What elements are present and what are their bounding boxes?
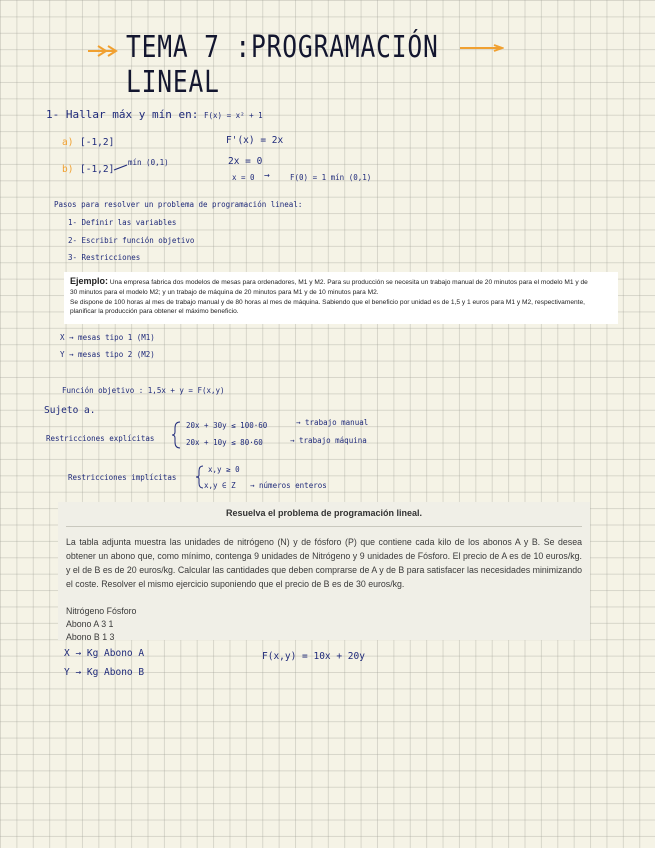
step-item-2: 2- Escribir función objetivo bbox=[68, 236, 195, 245]
example-label: Ejemplo: bbox=[70, 276, 109, 286]
problem2-table bbox=[66, 605, 582, 644]
variable-y-2: Y → Kg Abono B bbox=[64, 667, 145, 678]
part-b-label: b) bbox=[62, 164, 74, 175]
implicit-restriction-2: x,y ∈ Z bbox=[204, 481, 236, 490]
step-item-3: 3- Restricciones bbox=[68, 253, 141, 262]
example-line-1: Una empresa fabrica dos modelos de mesas para ordenadores, M1 y M2. Para su producción se necesita un trabajo manual de 20 minutos para el modelo M1 y de bbox=[109, 279, 588, 286]
example-line-3: Se dispone de 100 horas al mes de trabajo manual y de 80 horas al mes de máquina. Sabiendo que el beneficio por unidad es de 1,5 y 1 euros para M1 y M2, respectivamente, bbox=[70, 298, 585, 306]
restriction-machine: 20x + 10y ≤ 80·60 bbox=[186, 438, 263, 447]
page-title: TEMA 7 :PROGRAMACIÓN LINEAL bbox=[126, 30, 439, 100]
title-block bbox=[86, 30, 526, 100]
problem2-header: Resuelva el problema de programación lineal. bbox=[66, 502, 582, 527]
part-b-interval: [-1,2] bbox=[80, 164, 115, 175]
table-row: Nitrógeno Fósforo bbox=[66, 606, 137, 616]
part-b-arrow: → bbox=[264, 170, 270, 181]
example-line-4: planificar la producción para obtener el máximo beneficio. bbox=[70, 308, 239, 316]
objective-function-2: F(x,y) = 10x + 20y bbox=[262, 651, 365, 662]
variable-y-1: Y → mesas tipo 2 (M2) bbox=[60, 350, 155, 359]
problem1-function: F(x) = x² + 1 bbox=[204, 111, 263, 120]
objective-function-1: Función objetivo : 1,5x + y = F(x,y) bbox=[62, 386, 225, 395]
implicit-restriction-1: x,y ≥ 0 bbox=[208, 465, 240, 474]
tick-mark-icon bbox=[114, 163, 128, 171]
part-a-interval: [-1,2] bbox=[80, 137, 115, 148]
problem2-body: La tabla adjunta muestra las unidades de nitrógeno (N) y de fósforo (P) que contiene cada kilo de los abonos A y B. Se desea obtener un abono que, como mínimo, contenga 9 unidades de Nitrógeno y 9 unidades de Fósforo. El precio de A es de 10 euros/kg. y el de B es de 20 euros/kg. Calcular las cantidades que deben comprarse de A y de B para satisfacer las necesidades minimizando el coste. Resolver el mismo ejercicio suponiendo que el precio de B es de 30 euros/kg. bbox=[66, 537, 582, 589]
problem2-box bbox=[58, 502, 590, 640]
part-a-label: a) bbox=[62, 137, 74, 148]
step-item-1: 1- Definir las variables bbox=[68, 218, 177, 227]
table-row: Abono B 1 3 bbox=[66, 632, 115, 642]
double-arrow-icon bbox=[86, 44, 118, 58]
example-box bbox=[64, 272, 618, 324]
subject-to: Sujeto a. bbox=[44, 405, 96, 416]
table-row: Abono A 3 1 bbox=[66, 619, 114, 629]
implicit-restrictions-label: Restricciones implícitas bbox=[68, 473, 177, 482]
example-line-2: 30 minutos para el modelo M2; y un trabajo de máquina de 20 minutos para M1 y de 10 minutos para M2. bbox=[70, 288, 379, 296]
problem1-heading: 1- Hallar máx y mín en: bbox=[46, 108, 199, 121]
variable-x-2: X → Kg Abono A bbox=[64, 648, 145, 659]
part-b-equation: 2x = 0 bbox=[228, 156, 263, 167]
part-a-derivative: F'(x) = 2x bbox=[226, 135, 284, 146]
variable-x-1: X → mesas tipo 1 (M1) bbox=[60, 333, 155, 342]
restriction-machine-note: → trabajo máquina bbox=[290, 436, 367, 445]
part-b-note: mín (0,1) bbox=[128, 158, 169, 167]
explicit-restrictions-label: Restricciones explícitas bbox=[46, 434, 155, 443]
part-b-solution: x = 0 bbox=[232, 173, 255, 182]
implicit-restriction-2-note: → números enteros bbox=[250, 481, 327, 490]
steps-heading: Pasos para resolver un problema de programación lineal: bbox=[54, 200, 303, 209]
underline-stroke-icon bbox=[460, 44, 504, 52]
part-b-result: F(0) = 1 mín (0,1) bbox=[290, 173, 372, 182]
brace-icon bbox=[172, 421, 182, 449]
restriction-manual: 20x + 30y ≤ 100·60 bbox=[186, 421, 268, 430]
restriction-manual-note: → trabajo manual bbox=[296, 418, 369, 427]
brace-icon bbox=[196, 465, 204, 489]
